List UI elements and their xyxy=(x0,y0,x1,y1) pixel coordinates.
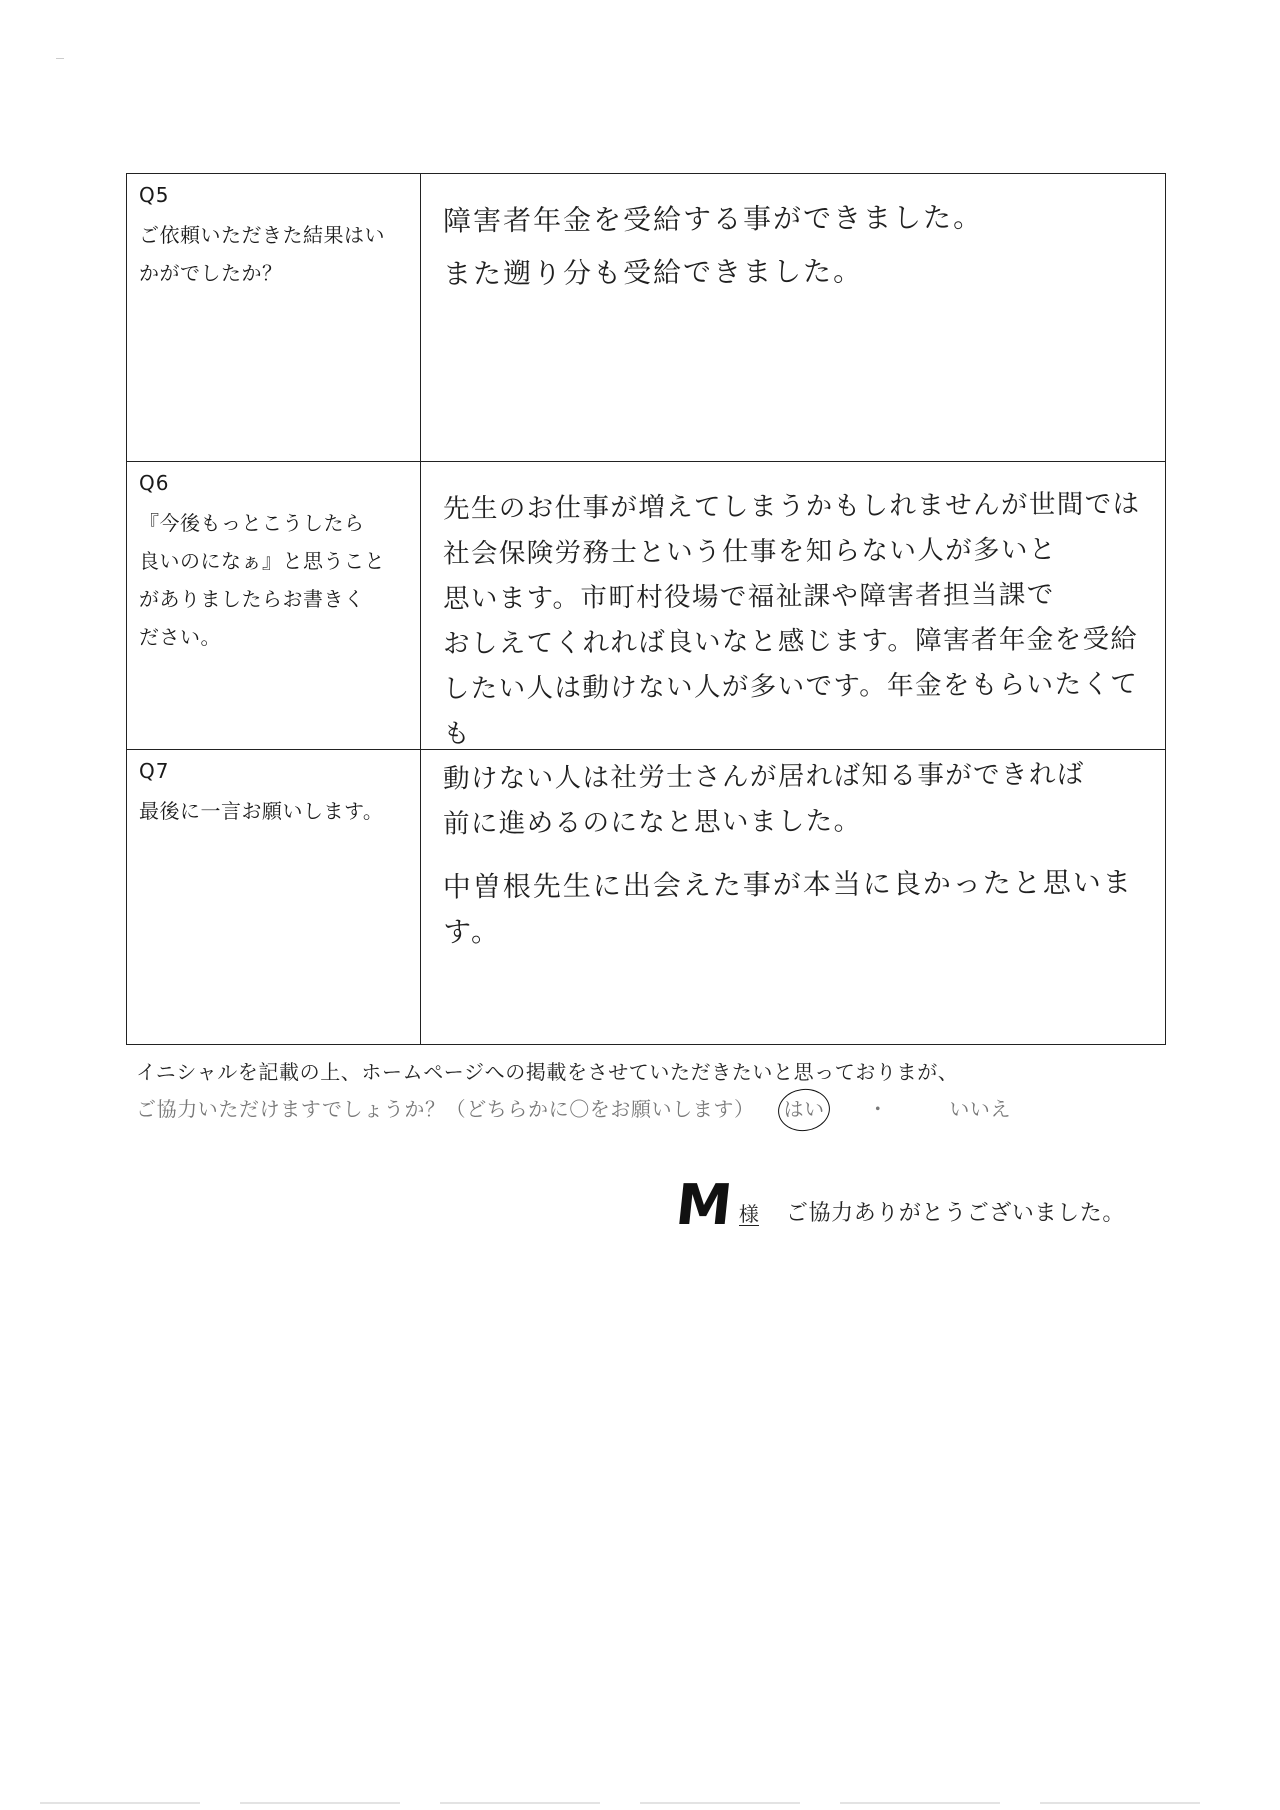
question-cell-q6 xyxy=(127,462,421,749)
handdrawn-circle-icon xyxy=(775,1086,832,1135)
handwritten-answer-line: したい人は動けない人が多いです。年金をもらいたくても xyxy=(442,668,1139,750)
handwritten-answer-line: 動けない人は社労士さんが居れば知る事ができれば xyxy=(442,758,1085,795)
question-text xyxy=(139,792,410,830)
scan-bottom-edge xyxy=(40,1802,1240,1804)
question-number: Q7 xyxy=(139,759,170,783)
question-line: 最後に一言お願いします。 xyxy=(139,799,384,823)
question-number: Q6 xyxy=(139,471,170,495)
choice-separator: ・ xyxy=(867,1097,889,1121)
question-line: 『今後もっとこうしたら xyxy=(139,511,365,535)
choice-yes[interactable] xyxy=(784,1093,825,1122)
choice-no[interactable]: いいえ xyxy=(949,1097,1012,1121)
thanks-text: ご協力ありがとうございました。 xyxy=(785,1201,1125,1226)
consent-request-text: イニシャルを記載の上、ホームページへの掲載をさせていただきたいと思っておりまが、 xyxy=(136,1060,959,1084)
honorific-label: 様 xyxy=(738,1202,759,1226)
handwritten-answer-line: 障害者年金を受給する事ができました。 xyxy=(442,200,984,238)
consent-question-line xyxy=(136,1093,1011,1122)
question-number: Q5 xyxy=(139,183,170,207)
question-line: ご依頼いただきた結果はい xyxy=(139,223,385,247)
choice-yes-label: はい xyxy=(783,1097,825,1121)
signature-area xyxy=(672,1173,1125,1246)
handwritten-answer-line: 中曽根先生に出会えた事が本当に良かったと思います。 xyxy=(442,865,1133,949)
handwritten-initial: M xyxy=(672,1173,736,1238)
question-text xyxy=(139,504,410,656)
handwritten-answer-line: また遡り分も受給できました。 xyxy=(442,254,864,291)
question-line: かがでしたか？ xyxy=(139,261,283,285)
survey-table xyxy=(126,173,1166,1045)
handwritten-answer-line: おしえてくれれば良いなと感じます。障害者年金を受給 xyxy=(442,623,1139,660)
row-q5 xyxy=(127,174,1165,462)
handwritten-answer-line: 思います。市町村役場で福祉課や障害者担当課で xyxy=(442,579,1055,615)
question-cell-q7 xyxy=(127,750,421,1044)
question-text xyxy=(139,216,410,292)
answer-cell-q5 xyxy=(421,174,1165,461)
question-line: がありましたらお書きく xyxy=(139,587,365,611)
scan-speck xyxy=(56,58,64,59)
handwritten-answer-line: 前に進めるのになと思いました。 xyxy=(442,805,862,840)
row-q7 xyxy=(127,750,1165,1044)
answer-cell-q6 xyxy=(421,462,1165,840)
handwritten-answer-line: 社会保険労務士という仕事を知らない人が多いと xyxy=(442,534,1057,570)
question-cell-q5 xyxy=(127,174,421,461)
question-line: ださい。 xyxy=(139,625,221,649)
answer-cell-q7 xyxy=(421,750,1165,1044)
handwritten-answer-line: 先生のお仕事が増えてしまうかもしれませんが世間では xyxy=(442,488,1141,525)
question-line: 良いのになぁ』と思うこと xyxy=(139,549,385,573)
consent-question-text: ご協力いただけますでしょうか？（どちらかに〇をお願いします） xyxy=(136,1097,755,1121)
